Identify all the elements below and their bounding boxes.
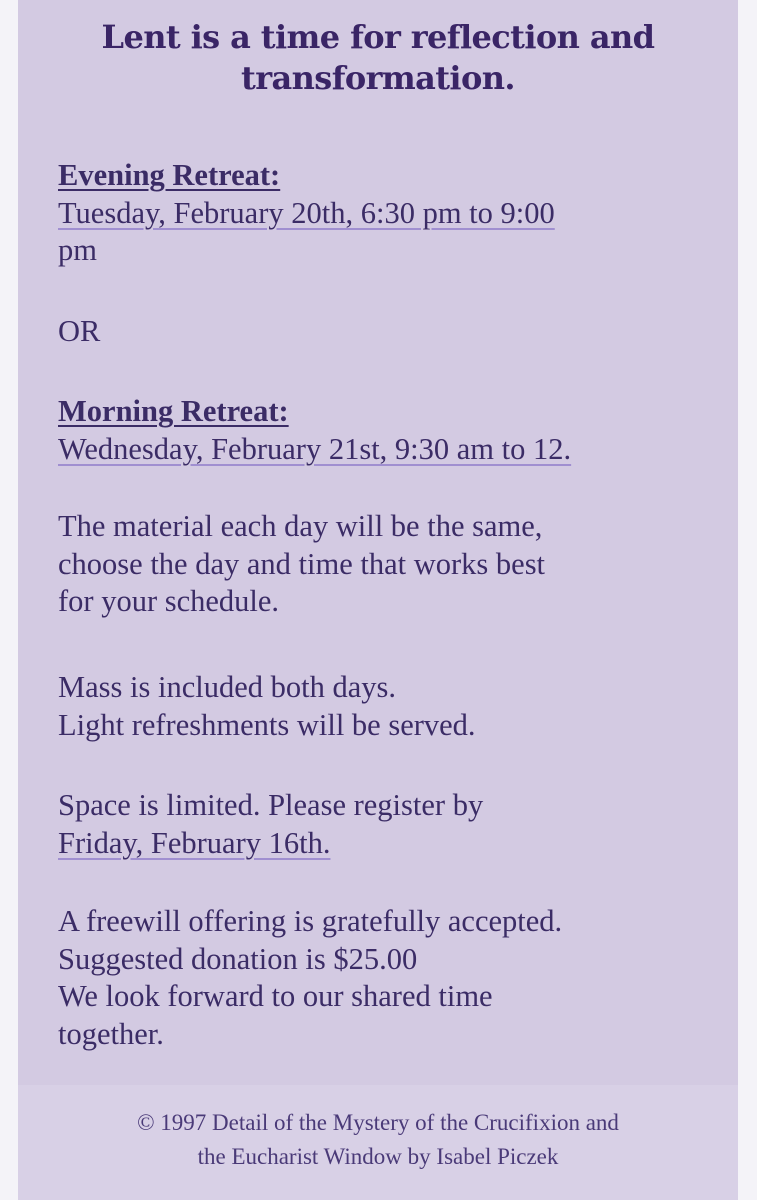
image-credit-caption (48, 1106, 708, 1174)
evening-retreat-datetime-continued: pm (58, 233, 97, 267)
morning-retreat-section (58, 393, 723, 468)
material-note-line-3: for your schedule. (58, 584, 280, 618)
page-title (38, 17, 718, 99)
registration-note (58, 787, 723, 862)
offering-note-line-3: We look forward to our shared time (58, 979, 493, 1013)
offering-note-line-4: together. (58, 1016, 164, 1051)
mass-note-line-1: Mass is included both days. (58, 670, 397, 704)
registration-deadline-link[interactable]: Friday, February 16th. (58, 825, 331, 860)
evening-retreat-datetime-link[interactable]: Tuesday, February 20th, 6:30 pm to 9:00 (58, 195, 555, 230)
offering-note (58, 903, 723, 1053)
evening-retreat-heading: Evening Retreat: (58, 158, 281, 192)
mass-note (58, 669, 723, 744)
morning-retreat-datetime-link[interactable]: Wednesday, February 21st, 9:30 am to 12. (58, 431, 572, 466)
registration-note-line-1: Space is limited. Please register by (58, 788, 484, 822)
material-note-line-2: choose the day and time that works best (58, 546, 546, 581)
mass-note-line-2: Light refreshments will be served. (58, 707, 476, 742)
page-title-line-1: Lent is a time for reflection and (101, 18, 655, 56)
offering-note-line-2: Suggested donation is $25.00 (58, 941, 418, 976)
evening-retreat-section (58, 157, 723, 270)
page-margin-left (0, 0, 18, 1200)
page-title-line-2: transformation. (241, 59, 515, 97)
or-separator (58, 313, 723, 351)
material-note-line-1: The material each day will be the same, (58, 509, 543, 543)
material-note (58, 508, 723, 621)
morning-retreat-heading: Morning Retreat: (58, 394, 289, 428)
or-text: OR (58, 314, 101, 348)
image-credit-line-2: the Eucharist Window by Isabel Piczek (197, 1144, 559, 1169)
offering-note-line-1: A freewill offering is gratefully accepted. (58, 904, 563, 938)
lent-retreat-card (18, 0, 738, 1200)
page-margin-right (738, 0, 757, 1200)
image-credit-line-1: © 1997 Detail of the Mystery of the Crucifixion and (137, 1110, 619, 1135)
